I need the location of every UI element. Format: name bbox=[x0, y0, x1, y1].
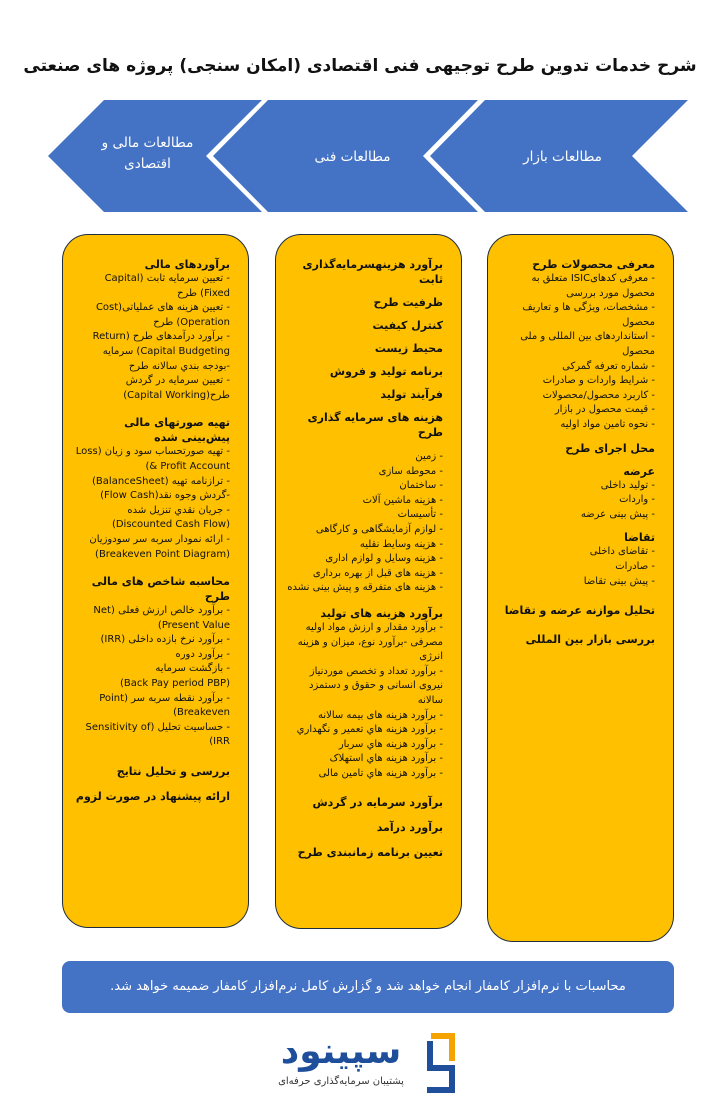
section-heading: برآورد هزینه های تولید bbox=[320, 606, 443, 620]
list-item: - پیش بینی تقاضا bbox=[583, 575, 655, 587]
list-item: - حساسیت تحلیل (Sensitivity of IRR) bbox=[85, 721, 230, 748]
list-item: - تولید داخلی bbox=[600, 479, 655, 491]
section-heading: تهیه صورتهای مالی پیش‌بینی شده bbox=[124, 416, 230, 445]
list-item: - برآورد هزینه هاي تعمیر و نگهداري bbox=[296, 724, 443, 736]
section-heading: برآورد سرمایه در گردش bbox=[312, 796, 443, 810]
section-heading: برآورد هزینهسرمایه‌گذاری ثابت bbox=[302, 258, 443, 286]
list-item: - پیش بینی عرضه bbox=[580, 508, 655, 520]
list-item: - ترازنامه تهیه (BalanceSheet) bbox=[92, 475, 230, 487]
list-item: - برآورد تعداد و تخصص موردنیاز نیروی انسانی و حقوق و دستمزد سالانه bbox=[309, 665, 443, 706]
sepinood-logo bbox=[262, 1028, 462, 1100]
list-item: - هزینه وسایط نقلیه bbox=[359, 538, 443, 550]
financial-studies-box bbox=[62, 234, 249, 928]
list-item: - معرفی کدهایISIC متعلق به محصول مورد بررسی bbox=[531, 273, 655, 299]
list-item: - شرایط واردات و صادرات bbox=[542, 375, 655, 387]
list-item: - هزینه وسایل و لوازم اداری bbox=[325, 553, 443, 565]
section-heading: کنترل کیفیت bbox=[372, 319, 443, 332]
list-item: - مشخصات، ویژگی ها و تعاریف محصول bbox=[522, 302, 655, 328]
list-item: - برآورد هزینه های بیمه سالانه bbox=[317, 709, 443, 721]
section-heading: معرفی محصولات طرح bbox=[532, 258, 655, 271]
list-item: - استانداردهای بین المللی و ملی محصول bbox=[520, 331, 655, 357]
list-item: - برآورد هزینه هاي سربار bbox=[338, 738, 443, 750]
list-item: - زمین bbox=[415, 451, 443, 462]
list-item: - شماره تعرفه گمرکی bbox=[562, 360, 655, 372]
list-item: - واردات bbox=[619, 494, 655, 506]
section-heading: ظرفیت طرح bbox=[373, 296, 443, 309]
section-heading: محاسبه شاخص های مالی طرح bbox=[91, 575, 230, 604]
list-item: - هزینه های قبل از بهره برداری bbox=[312, 567, 443, 579]
list-item: - لوازم آزمایشگاهی و کارگاهی bbox=[315, 523, 443, 535]
list-item: - تأسیسات bbox=[397, 509, 443, 521]
section-heading: محیط زیست bbox=[374, 342, 443, 355]
section-heading: تقاضا bbox=[624, 531, 655, 545]
list-item: - برآورد هزینه هاي استهلاک bbox=[329, 753, 443, 765]
list-item: - برآورد خالص ارزش فعلی (Net Present Value) bbox=[93, 605, 230, 631]
section-heading: تحلیل موازنه عرضه و تقاضا bbox=[504, 604, 655, 618]
section-heading: برآوردهای مالی bbox=[144, 258, 230, 271]
section-heading: محل اجرای طرح bbox=[565, 441, 655, 455]
list-item: - برآورد درآمدهای طرح (Return Capital Budgeting) سرمایه bbox=[92, 331, 230, 357]
list-item: -گردش وجوه نقد(Flow Cash) bbox=[100, 490, 230, 502]
chevron-financial-label bbox=[85, 133, 210, 175]
technical-studies-box bbox=[275, 234, 462, 929]
list-item: - بازگشت سرمایه bbox=[155, 663, 230, 675]
list-item: - صادرات bbox=[615, 560, 655, 572]
list-item: - هزینه ماشین آلات bbox=[362, 494, 443, 506]
page-title: شرح خدمات تدوین طرح توجیهی فنی اقتصادی (امکان سنجی) پروژه های صنعتی bbox=[23, 56, 697, 76]
list-item: - هزینه های متفرقه و پیش بینی نشده bbox=[287, 582, 443, 594]
list-item: - ارائه نمودار سربه سر سودوزیان (Breakeven Point Diagram) bbox=[89, 533, 230, 560]
comfar-note: محاسبات با نرم‌افزار کامفار انجام خواهد شد و گزارش کامل نرم‌افزار کامفار ضمیمه خواهد شد. bbox=[62, 961, 674, 1013]
list-item: - قیمت محصول در بازار bbox=[554, 404, 655, 416]
section-heading: بررسی و تحلیل نتایج bbox=[116, 765, 230, 779]
section-heading: هزینه های سرمایه گذاری طرح bbox=[307, 411, 443, 439]
list-item: - تعیین سرمایه ثابت (Capital Fixed) طرح bbox=[104, 273, 230, 299]
list-item: - تعیین هزینه های عملیاتی(Cost Operation) طرح bbox=[95, 302, 230, 328]
list-item: - برآورد نرخ بازده داخلی (IRR) bbox=[100, 634, 230, 646]
list-item: - برآورد دوره bbox=[175, 648, 230, 660]
section-heading: تعیین برنامه زمانبندی طرح bbox=[297, 846, 443, 860]
chevron-financial-label-line2: اقتصادی bbox=[124, 156, 171, 172]
list-item: - جریان نقدي تنزیل شده (Discounted Cash Flow) bbox=[111, 504, 230, 531]
section-heading: فرآیند تولید bbox=[380, 388, 443, 401]
section-heading: بررسی بازار بین المللی bbox=[525, 633, 655, 647]
section-heading: عرضه bbox=[623, 464, 655, 478]
list-item: - برآورد نقطه سربه سر (Point Breakeven) bbox=[99, 692, 230, 719]
logo-tagline: پشتیبان سرمایه‌گذاری حرفه‌ای bbox=[278, 1076, 404, 1087]
list-item: - برآورد هزینه هاي تامین مالی bbox=[318, 767, 443, 779]
chevron-market-label: مطالعات بازار bbox=[523, 149, 602, 165]
section-heading: ارائه پیشنهاد در صورت لزوم bbox=[75, 790, 230, 804]
list-item: - ساختمان bbox=[399, 480, 443, 492]
market-studies-box bbox=[487, 234, 674, 942]
section-heading: برنامه تولید و فروش bbox=[329, 365, 443, 378]
list-item: (Back Pay period PBP) bbox=[119, 678, 230, 690]
list-item: - تقاضای داخلی bbox=[589, 546, 655, 558]
chevron-financial-label-line1: مطالعات مالی و bbox=[101, 135, 194, 151]
chevron-technical-label: مطالعات فنی bbox=[314, 149, 391, 165]
list-item: - نحوه تامین مواد اولیه bbox=[560, 418, 655, 430]
list-item: - محوطه سازی bbox=[378, 465, 443, 477]
list-item: - کاربرد محصول/محصولات bbox=[542, 389, 655, 401]
list-item: - تعیین سرمایه در گردش طرح(Capital Working) bbox=[123, 375, 230, 401]
list-item: - برآورد مقدار و ارزش مواد اولیه مصرفی -برآورد نوع، میزان و هزینه انرژی bbox=[297, 621, 443, 663]
list-item: - تهیه صورتحساب سود و زیان (Loss & Profit Account) bbox=[75, 446, 230, 472]
list-item: -بودجه بندي سالانه طرح bbox=[128, 360, 230, 372]
section-heading: برآورد درآمد bbox=[376, 821, 443, 835]
logo-name: سپینود bbox=[280, 1031, 402, 1072]
